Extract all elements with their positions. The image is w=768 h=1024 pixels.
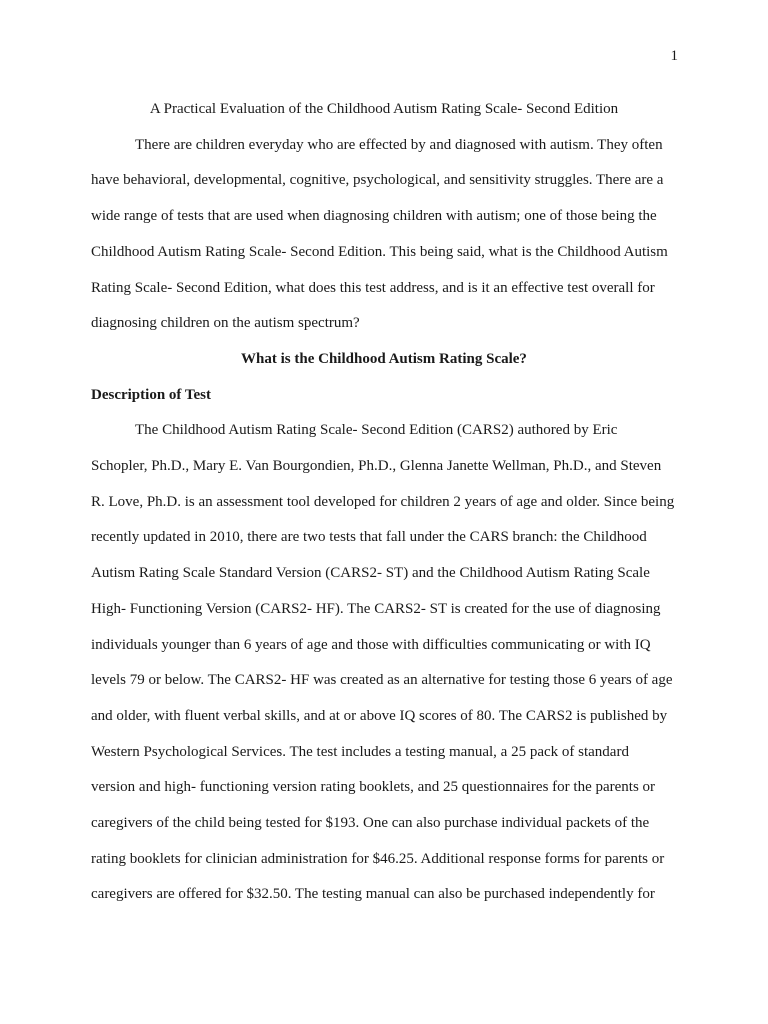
description-line: and older, with fluent verbal skills, and at or above IQ scores of 80. The CARS2 is published by <box>91 707 668 724</box>
description-line: Schopler, Ph.D., Mary E. Van Bourgondien, Ph.D., Glenna Janette Wellman, Ph.D., and Steven <box>91 458 662 475</box>
intro-line: There are children everyday who are effected by and diagnosed with autism. They often <box>135 136 663 153</box>
intro-line: have behavioral, developmental, cognitive, psychological, and sensitivity struggles. There are a <box>91 172 664 189</box>
intro-line: Childhood Autism Rating Scale- Second Edition. This being said, what is the Childhood Autism <box>91 243 668 260</box>
paper-title: A Practical Evaluation of the Childhood Autism Rating Scale- Second Edition <box>149 101 619 117</box>
document-body <box>91 92 677 913</box>
description-line: caregivers of the child being tested for $193. One can also purchase individual packets of the <box>91 815 650 832</box>
description-line: levels 79 or below. The CARS2- HF was created as an alternative for testing those 6 years of age <box>91 672 673 689</box>
description-line: Autism Rating Scale Standard Version (CARS2- ST) and the Childhood Autism Rating Scale <box>91 565 650 582</box>
intro-line: diagnosing children on the autism spectrum? <box>91 315 360 332</box>
page-number: 1 <box>670 48 678 64</box>
description-line: individuals younger than 6 years of age and those with difficulties communicating or with IQ <box>91 636 651 653</box>
description-line: R. Love, Ph.D. is an assessment tool developed for children 2 years of age and older. Since being <box>91 493 675 510</box>
intro-line: wide range of tests that are used when diagnosing children with autism; one of those being the <box>91 208 657 225</box>
description-line: version and high- functioning version rating booklets, and 25 questionnaires for the parents or <box>91 779 656 796</box>
subsection-heading: Description of Test <box>91 386 211 403</box>
description-line: The Childhood Autism Rating Scale- Second Edition (CARS2) authored by Eric <box>135 422 618 439</box>
section-heading: What is the Childhood Autism Rating Scale? <box>241 350 527 367</box>
description-line: rating booklets for clinician administration for $46.25. Additional response forms for parents or <box>91 850 665 867</box>
description-line: Western Psychological Services. The test includes a testing manual, a 25 pack of standard <box>91 743 629 760</box>
description-line: High- Functioning Version (CARS2- HF). The CARS2- ST is created for the use of diagnosing <box>91 600 661 617</box>
description-paragraph <box>91 413 677 913</box>
intro-paragraph <box>91 128 677 342</box>
intro-line: Rating Scale- Second Edition, what does this test address, and is it an effective test overall for <box>91 279 655 296</box>
description-line: caregivers are offered for $32.50. The testing manual can also be purchased independently for <box>91 886 655 903</box>
description-line: recently updated in 2010, there are two tests that fall under the CARS branch: the Childhood <box>91 529 647 546</box>
